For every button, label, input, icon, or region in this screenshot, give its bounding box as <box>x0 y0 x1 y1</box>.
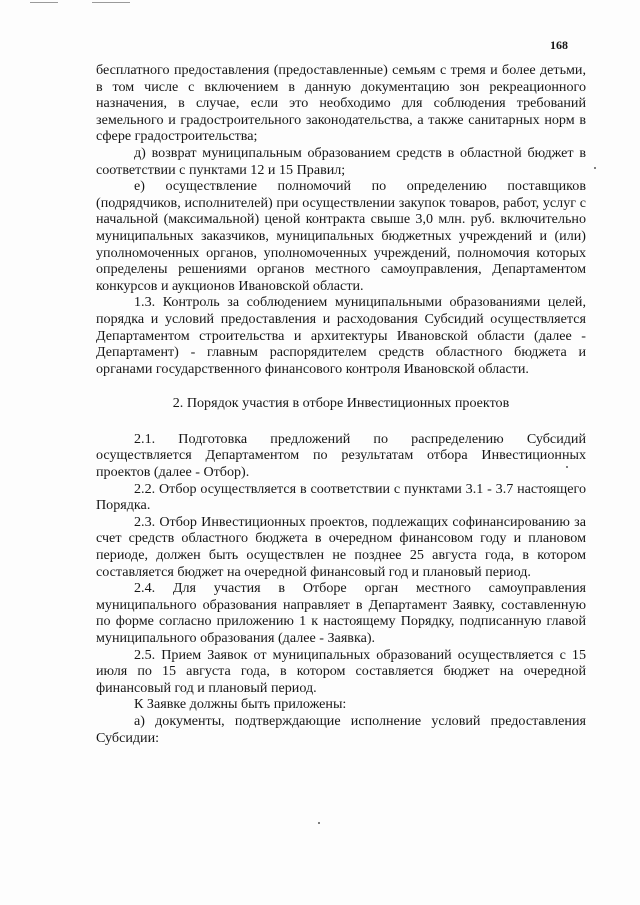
paragraph: 1.3. Контроль за соблюдением муниципальными образованиями целей, порядка и условий предоставления и расходования Субсидий осуществляется Департаментом строительства и архитектуры Ивановской области (далее - Департамент) - главным распорядителем средств областного бюджета и органами государственного финансового контроля Ивановской области. <box>96 294 586 377</box>
paragraph: 2.5. Прием Заявок от муниципальных образований осуществляется с 15 июля по 15 августа года, в котором составляется бюджет на очередной финансовый год и плановый период. <box>96 646 586 696</box>
paragraph: д) возврат муниципальным образованием средств в областной бюджет в соответствии с пунктами 12 и 15 Правил; <box>96 144 586 178</box>
paragraph: 2.1. Подготовка предложений по распределению Субсидий осуществляется Департаментом по результатам отбора Инвестиционных проектов (далее - Отбор). <box>96 430 586 481</box>
scan-artifact <box>92 2 130 3</box>
paragraph: 2.4. Для участия в Отборе орган местного самоуправления муниципального образования направляет в Департамент Заявку, составленную по форме согласно приложению 1 к настоящему Порядку, подписанную главой муниципального образования (далее - Заявка). <box>96 580 586 646</box>
section-heading: 2. Порядок участия в отборе Инвестиционных проектов <box>172 395 510 412</box>
scan-speck <box>594 167 596 169</box>
scan-artifact <box>30 2 58 3</box>
paragraph: 2.3. Отбор Инвестиционных проектов, подлежащих софинансированию за счет средств областного бюджета в очередном финансовом году и плановом периоде, должен быть осуществлен не позднее 25 августа года, в котором составляется бюджет на очередной финансовый год и плановый период. <box>96 513 586 580</box>
paragraph: е) осуществление полномочий по определению поставщиков (подрядчиков, исполнителей) при осуществлении закупок товаров, работ, услуг с начальной (максимальной) ценой контракта свыше 3,0 млн. руб. включительно муниципальных заказчиков, муниципальных бюджетных учреждений и (или) уполномоченных органов, уполномоченных учреждений, полномочия которых определены решениями органов местного самоуправления, Департаментом конкурсов и аукционов Ивановской области. <box>96 178 586 294</box>
paragraph: а) документы, подтверждающие исполнение условий предоставления Субсидии: <box>96 712 586 746</box>
paragraph: К Заявке должны быть приложены: <box>134 696 347 713</box>
scan-speck <box>566 466 568 468</box>
paragraph: бесплатного предоставления (предоставленные) семьям с тремя и более детьми, в том числе с включением в данную документацию зон рекреационного назначения, в случае, если это необходимо для соблюдения требований земельного и градостроительного законодательства, а также санитарных норм в сфере градостроительства; <box>96 62 586 145</box>
scan-speck <box>318 822 320 824</box>
paragraph: 2.2. Отбор осуществляется в соответствии с пунктами 3.1 - 3.7 настоящего Порядка. <box>96 480 586 514</box>
page-number: 168 <box>550 38 568 52</box>
document-body <box>96 62 586 746</box>
